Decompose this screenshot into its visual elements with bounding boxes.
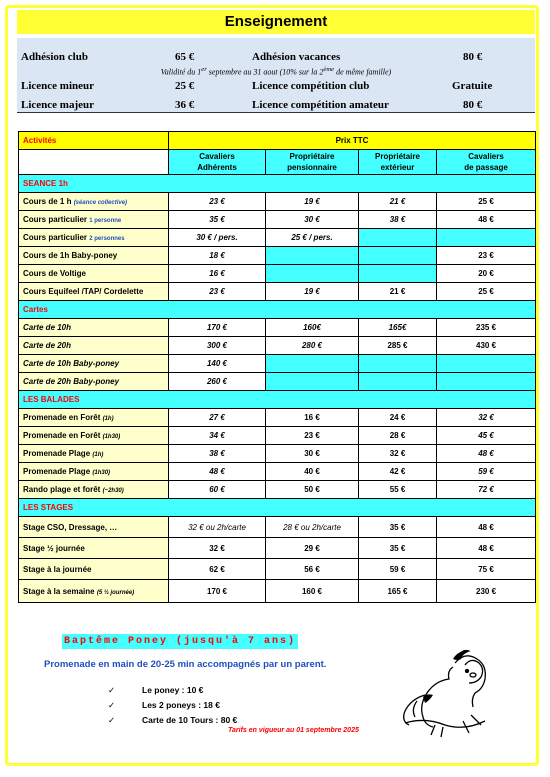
table-row: Carte de 20h Baby-poney 260 € xyxy=(19,373,536,391)
col-proprietaire-pensionnaire: Propriétaire pensionnaire xyxy=(266,150,359,175)
licence-mineur-price: 25 € xyxy=(175,80,195,92)
row-label: Stage CSO, Dressage, … xyxy=(19,517,169,538)
row-label: Cours particulier 1 personne xyxy=(19,211,169,229)
table-header-row xyxy=(19,132,536,150)
table-row: Rando plage et forêt (~2h30) 60 € 50 € 55 € 72 € xyxy=(19,481,536,499)
licence-majeur-price: 36 € xyxy=(175,99,195,111)
table-row: Cours de 1h Baby-poney 18 € 23 € xyxy=(19,247,536,265)
row-label: Promenade Plage (1h) xyxy=(19,445,169,463)
list-item: ✓ Les 2 poneys : 18 € xyxy=(108,698,237,713)
col-cavaliers-adherents: Cavaliers Adhérents xyxy=(169,150,266,175)
licence-comp-club-label: Licence compétition club xyxy=(252,80,370,92)
section-balades: LES BALADES xyxy=(19,391,536,409)
table-row: Stage CSO, Dressage, … 32 € ou 2h/carte 28 € ou 2h/carte 35 € 48 € xyxy=(19,517,536,538)
table-row: Promenade en Forêt (1h) 27 € 16 € 24 € 32 € xyxy=(19,409,536,427)
section-cartes: Cartes xyxy=(19,301,536,319)
table-row: Cours particulier 2 personnes 30 € / pers. 25 € / pers. xyxy=(19,229,536,247)
row-label: Cours Equifeel /TAP/ Cordelette xyxy=(19,283,169,301)
table-row: Cours de 1 h (séance collective) 23 € 19 € 21 € 25 € xyxy=(19,193,536,211)
row-label: Carte de 10h Baby-poney xyxy=(19,355,169,373)
list-item: ✓ Le poney : 10 € xyxy=(108,683,237,698)
validity-note: Validité du 1er septembre au 31 aout (10% sur la 2ème de même famille) xyxy=(160,66,392,77)
check-icon: ✓ xyxy=(108,700,116,710)
licence-comp-amateur-label: Licence compétition amateur xyxy=(252,99,389,111)
row-label: Promenade Plage (1h30) xyxy=(19,463,169,481)
adhesion-club-label: Adhésion club xyxy=(21,51,88,63)
table-row: Cours Equifeel /TAP/ Cordelette 23 € 19 € 21 € 25 € xyxy=(19,283,536,301)
adhesion-club-price: 65 € xyxy=(175,51,195,63)
table-row: Promenade Plage (1h) 38 € 30 € 32 € 48 € xyxy=(19,445,536,463)
tarifs-note: Tarifs en vigueur au 01 septembre 2025 xyxy=(228,727,359,734)
section-row xyxy=(19,175,536,193)
table-row: Stage à la semaine (5 ½ journée) 170 € 160 € 165 € 230 € xyxy=(19,580,536,603)
row-label: Cours de Voltige xyxy=(19,265,169,283)
table-subheader-row xyxy=(19,150,536,175)
price-table xyxy=(18,131,536,603)
col-proprietaire-exterieur: Propriétaire extérieur xyxy=(359,150,437,175)
table-row: Promenade Plage (1h30) 48 € 40 € 42 € 59 € xyxy=(19,463,536,481)
licence-majeur-label: Licence majeur xyxy=(21,99,94,111)
table-row: Promenade en Forêt (1h30) 34 € 23 € 28 € 45 € xyxy=(19,427,536,445)
row-label: Stage ½ journée xyxy=(19,538,169,559)
row-label: Promenade en Forêt (1h) xyxy=(19,409,169,427)
bapteme-price-list xyxy=(108,683,237,728)
table-row: Stage à la journée 62 € 56 € 59 € 75 € xyxy=(19,559,536,580)
page-title: Enseignement xyxy=(17,10,535,34)
promenade-text: Promenade en main de 20-25 min accompagnés par un parent. xyxy=(44,659,327,670)
table-row: Stage ½ journée 32 € 29 € 35 € 48 € xyxy=(19,538,536,559)
licence-comp-amateur-price: 80 € xyxy=(463,99,483,111)
licence-comp-club-price: Gratuite xyxy=(452,80,493,92)
table-row: Cours de Voltige 16 € 20 € xyxy=(19,265,536,283)
prix-header: Prix TTC xyxy=(169,132,536,150)
adhesion-vacances-label: Adhésion vacances xyxy=(252,51,341,63)
section-seance: SEANCE 1h xyxy=(19,175,536,193)
section-row xyxy=(19,301,536,319)
section-row xyxy=(19,391,536,409)
row-label: Cours de 1h Baby-poney xyxy=(19,247,169,265)
table-row: Carte de 10h Baby-poney 140 € xyxy=(19,355,536,373)
list-item: ✓ Carte de 10 Tours : 80 € xyxy=(108,713,237,728)
check-icon: ✓ xyxy=(108,685,116,695)
check-icon: ✓ xyxy=(108,715,116,725)
licence-mineur-label: Licence mineur xyxy=(21,80,95,92)
membership-fees xyxy=(17,38,535,113)
row-label: Carte de 10h xyxy=(19,319,169,337)
activites-header: Activités xyxy=(19,132,169,150)
table-row: Carte de 20h 300 € 280 € 285 € 430 € xyxy=(19,337,536,355)
col-cavaliers-passage: Cavaliers de passage xyxy=(437,150,536,175)
row-label: Stage à la semaine (5 ½ journée) xyxy=(19,580,169,603)
row-label: Carte de 20h xyxy=(19,337,169,355)
row-label: Cours de 1 h (séance collective) xyxy=(19,193,169,211)
row-label: Carte de 20h Baby-poney xyxy=(19,373,169,391)
bapteme-heading: Baptême Poney (jusqu'à 7 ans) xyxy=(63,636,297,647)
row-label: Cours particulier 2 personnes xyxy=(19,229,169,247)
section-stages: LES STAGES xyxy=(19,499,536,517)
section-row xyxy=(19,499,536,517)
row-label: Rando plage et forêt (~2h30) xyxy=(19,481,169,499)
table-row: Cours particulier 1 personne 35 € 30 € 38 € 48 € xyxy=(19,211,536,229)
adhesion-vacances-price: 80 € xyxy=(463,51,483,63)
row-label: Promenade en Forêt (1h30) xyxy=(19,427,169,445)
row-label: Stage à la journée xyxy=(19,559,169,580)
table-row: Carte de 10h 170 € 160€ 165€ 235 € xyxy=(19,319,536,337)
pony-illustration xyxy=(395,645,500,740)
